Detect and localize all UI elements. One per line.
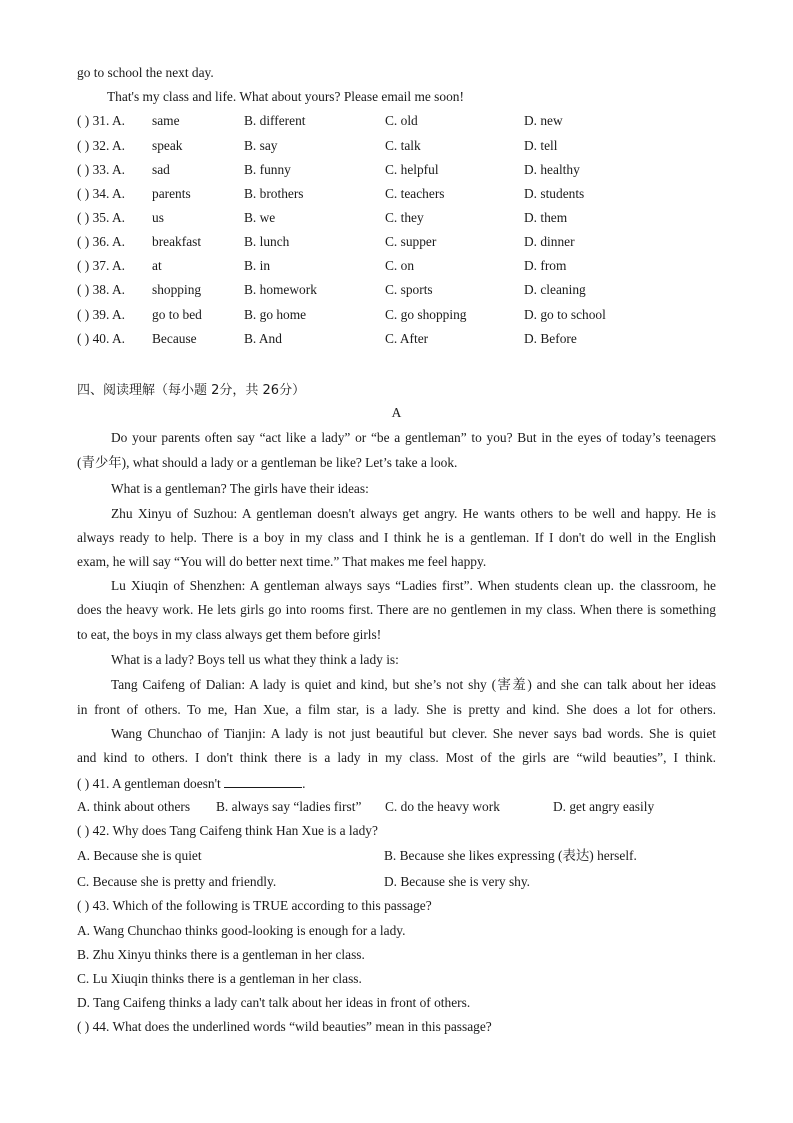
option-d: D. Before — [524, 331, 577, 346]
option-a: go to bed — [152, 307, 202, 322]
cloze-row-31 — [77, 113, 717, 129]
question-42: ( ) 42. Why does Tang Caifeng think Han Xue is a lady? — [77, 823, 378, 838]
option-a: at — [152, 258, 162, 273]
option-c: C. old — [385, 113, 418, 128]
question-44: ( ) 44. What does the underlined words “wild beauties” mean in this passage? — [77, 1019, 492, 1034]
passage-line: Do your parents often say “act like a lady” or “be a gentleman” to you? But in the eyes of today’s teenagers — [111, 430, 716, 445]
option-d: D. Tang Caifeng thinks a lady can't talk about her ideas in front of others. — [77, 995, 471, 1010]
question-number: ( ) 33. A. — [77, 162, 125, 177]
option-c: C. supper — [385, 234, 437, 249]
option-d: D. cleaning — [524, 282, 586, 297]
option-a: speak — [152, 138, 183, 153]
question-number: ( ) 37. A. — [77, 258, 125, 273]
option-d: D. go to school — [524, 307, 606, 322]
option-b: B. homework — [244, 282, 317, 297]
passage-line: to eat, the boys in my class always get them before girls! — [77, 627, 382, 642]
cloze-row-35 — [77, 210, 717, 226]
passage-line: always ready to help. There is a boy in my class and I think he is a gentleman. If I don't do well in the English — [77, 530, 716, 545]
passage-line: Zhu Xinyu of Suzhou: A gentleman doesn't always get angry. He wants others to be well and happy. He is — [111, 506, 716, 521]
option-b: B. And — [244, 331, 282, 346]
option-c: C. Lu Xiuqin thinks there is a gentleman in her class. — [77, 971, 362, 986]
cloze-row-36 — [77, 234, 717, 250]
question-number: ( ) 32. A. — [77, 138, 125, 153]
option-c: C. on — [385, 258, 415, 273]
option-a: A. Because she is quiet — [77, 848, 202, 863]
question-number: ( ) 35. A. — [77, 210, 125, 225]
option-b: B. Zhu Xinyu thinks there is a gentleman in her class. — [77, 947, 365, 962]
option-b: B. always say “ladies first” — [216, 799, 362, 814]
option-a: Because — [152, 331, 197, 346]
option-c: C. teachers — [385, 186, 445, 201]
passage-line: does the heavy work. He lets girls go into rooms first. There are no gentlemen in my class. When there is something — [77, 602, 716, 617]
option-d: D. tell — [524, 138, 558, 153]
option-d: D. healthy — [524, 162, 580, 177]
passage-line: Lu Xiuqin of Shenzhen: A gentleman always says “Ladies first”. When students clean up. the classroom, he — [111, 578, 716, 593]
cloze-row-32 — [77, 138, 717, 154]
option-d: D. new — [524, 113, 563, 128]
passage-line: (青少年), what should a lady or a gentleman be like? Let’s take a look. — [77, 455, 458, 470]
option-c: C. talk — [385, 138, 421, 153]
option-b: B. we — [244, 210, 276, 225]
option-c: C. they — [385, 210, 424, 225]
passage-line: What is a gentleman? The girls have their ideas: — [111, 481, 369, 496]
intro-line-1: go to school the next day. — [77, 65, 214, 80]
option-b: B. go home — [244, 307, 307, 322]
question-number: ( ) 38. A. — [77, 282, 125, 297]
option-a: breakfast — [152, 234, 202, 249]
option-c: C. go shopping — [385, 307, 467, 322]
option-d: D. dinner — [524, 234, 575, 249]
cloze-row-37 — [77, 258, 717, 274]
option-a: A. Wang Chunchao thinks good-looking is enough for a lady. — [77, 923, 406, 938]
passage-line: and kind to others. I don't think there is a lady in my class. Most of the girls are “wild beauties”, I think. — [77, 750, 716, 765]
option-d: D. from — [524, 258, 567, 273]
question-41-options — [77, 799, 717, 815]
option-b: B. Because she likes expressing (表达) herself. — [384, 848, 637, 863]
cloze-row-38 — [77, 282, 717, 298]
passage-line: What is a lady? Boys tell us what they think a lady is: — [111, 652, 399, 667]
question-42-options-row-2 — [77, 874, 717, 890]
passage-line: in front of others. To me, Han Xue, a film star, is a lady. She is pretty and kind. She does a lot for others. — [77, 702, 716, 717]
option-c: C. do the heavy work — [385, 799, 500, 814]
answer-blank — [224, 775, 302, 788]
option-a: sad — [152, 162, 170, 177]
question-number: ( ) 31. A. — [77, 113, 125, 128]
option-a: same — [152, 113, 180, 128]
question-number: ( ) 34. A. — [77, 186, 125, 201]
question-42-options-row-1 — [77, 848, 717, 864]
question-number: ( ) 36. A. — [77, 234, 125, 249]
section-heading: 四、阅读理解（每小题 2分，共 26分） — [77, 383, 306, 398]
passage-line: exam, he will say “You will do better next time.” That makes me feel happy. — [77, 554, 487, 569]
passage-line: Tang Caifeng of Dalian: A lady is quiet and kind, but she’s not shy (害羞) and she can talk about her ideas — [111, 677, 716, 692]
passage-label: A — [391, 405, 402, 420]
option-b: B. funny — [244, 162, 291, 177]
cloze-row-40 — [77, 331, 717, 347]
option-c: C. sports — [385, 282, 433, 297]
option-a: A. think about others — [77, 799, 191, 814]
cloze-row-34 — [77, 186, 717, 202]
question-43: ( ) 43. Which of the following is TRUE according to this passage? — [77, 898, 432, 913]
option-a: shopping — [152, 282, 202, 297]
option-a: us — [152, 210, 164, 225]
option-c: C. After — [385, 331, 429, 346]
question-stem-end: . — [302, 776, 306, 791]
question-41 — [77, 775, 305, 792]
option-b: B. brothers — [244, 186, 304, 201]
option-c: C. helpful — [385, 162, 439, 177]
option-b: B. say — [244, 138, 278, 153]
passage-line: Wang Chunchao of Tianjin: A lady is not just beautiful but clever. She never says bad words. She is quiet — [111, 726, 716, 741]
option-b: B. in — [244, 258, 271, 273]
option-d: D. Because she is very shy. — [384, 874, 531, 889]
question-stem: ( ) 41. A gentleman doesn't — [77, 776, 221, 791]
cloze-row-39 — [77, 307, 717, 323]
option-c: C. Because she is pretty and friendly. — [77, 874, 277, 889]
option-b: B. lunch — [244, 234, 290, 249]
option-d: D. get angry easily — [553, 799, 655, 814]
cloze-row-33 — [77, 162, 717, 178]
option-a: parents — [152, 186, 191, 201]
option-b: B. different — [244, 113, 306, 128]
intro-line-2: That's my class and life. What about yours? Please email me soon! — [107, 89, 464, 104]
question-number: ( ) 40. A. — [77, 331, 125, 346]
question-number: ( ) 39. A. — [77, 307, 125, 322]
option-d: D. students — [524, 186, 585, 201]
option-d: D. them — [524, 210, 568, 225]
